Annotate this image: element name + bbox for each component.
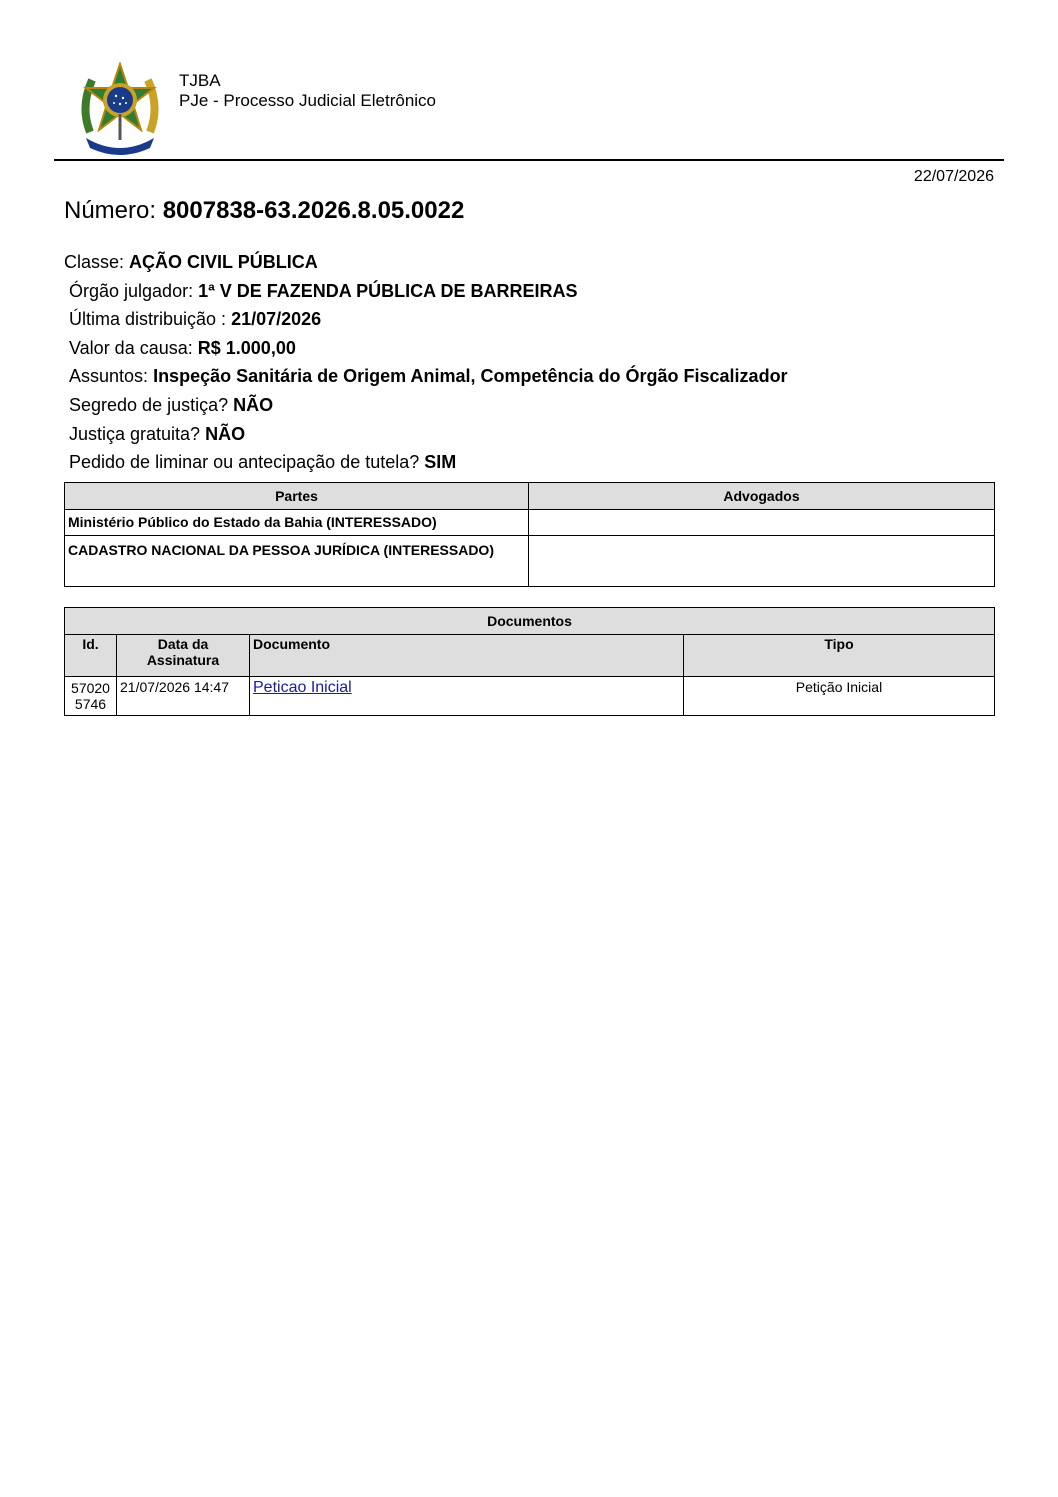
column-header-documento: Documento [250, 635, 684, 677]
documentos-title: Documentos [65, 608, 995, 635]
table-title-row [65, 608, 995, 635]
header-divider [54, 159, 1004, 161]
field-liminar [64, 448, 788, 477]
field-value: AÇÃO CIVIL PÚBLICA [129, 252, 318, 272]
org-info [179, 71, 436, 111]
document-id-line: 57020 [71, 680, 110, 696]
table-row [65, 510, 995, 536]
table-row [65, 536, 995, 587]
field-label: Justiça gratuita? [69, 423, 201, 444]
table-row [65, 677, 995, 716]
field-label: Órgão julgador: [69, 280, 194, 301]
document-link[interactable]: Peticao Inicial [253, 679, 352, 696]
field-segredo [64, 391, 788, 420]
field-classe [64, 248, 788, 277]
table-header-row [65, 483, 995, 510]
advogado-name [529, 536, 995, 587]
field-value: 1ª V DE FAZENDA PÚBLICA DE BARREIRAS [198, 280, 578, 301]
field-orgao [64, 277, 788, 306]
field-value: NÃO [205, 423, 246, 444]
document-type: Petição Inicial [684, 677, 995, 716]
parte-name: CADASTRO NACIONAL DA PESSOA JURÍDICA (INTERESSADO) [65, 536, 529, 587]
field-distribuicao [64, 305, 788, 334]
document-id-line: 5746 [74, 696, 107, 712]
parte-name: Ministério Público do Estado da Bahia (INTERESSADO) [65, 510, 529, 536]
field-label: Assuntos: [69, 366, 149, 387]
field-label: Pedido de liminar ou antecipação de tutela? [69, 452, 420, 473]
column-header-advogados: Advogados [529, 483, 995, 510]
page-header [54, 60, 1004, 160]
document-name-cell [250, 677, 684, 716]
field-label: Segredo de justiça? [69, 394, 229, 415]
document-id [65, 677, 117, 716]
documentos-table [64, 607, 995, 716]
field-label: Última distribuição : [69, 309, 227, 330]
system-name: PJe - Processo Judicial Eletrônico [179, 91, 437, 110]
field-label: Valor da causa: [69, 337, 193, 358]
field-valor [64, 334, 788, 363]
process-fields [64, 248, 788, 477]
process-number [64, 197, 464, 225]
org-name: TJBA [179, 71, 221, 90]
field-gratuita [64, 420, 788, 449]
advogado-name [529, 510, 995, 536]
table-header-row [65, 635, 995, 677]
column-header-data: Data da Assinatura [117, 635, 250, 677]
field-value: 21/07/2026 [231, 309, 322, 330]
field-label: Classe: [64, 252, 125, 272]
process-number-value: 8007838-63.2026.8.05.0022 [162, 197, 465, 224]
field-value: NÃO [233, 394, 274, 415]
brazil-coat-of-arms-icon [76, 62, 164, 158]
column-header-partes: Partes [65, 483, 529, 510]
field-assuntos [64, 362, 788, 391]
column-header-tipo: Tipo [684, 635, 995, 677]
field-value: Inspeção Sanitária de Origem Animal, Competência do Órgão Fiscalizador [153, 366, 788, 387]
field-value: SIM [424, 452, 457, 473]
column-header-id: Id. [65, 635, 117, 677]
field-value: R$ 1.000,00 [197, 337, 296, 358]
process-number-label: Número: [64, 197, 157, 224]
partes-table [64, 482, 995, 587]
document-date: 22/07/2026 [913, 168, 994, 185]
document-date: 21/07/2026 14:47 [117, 677, 250, 716]
